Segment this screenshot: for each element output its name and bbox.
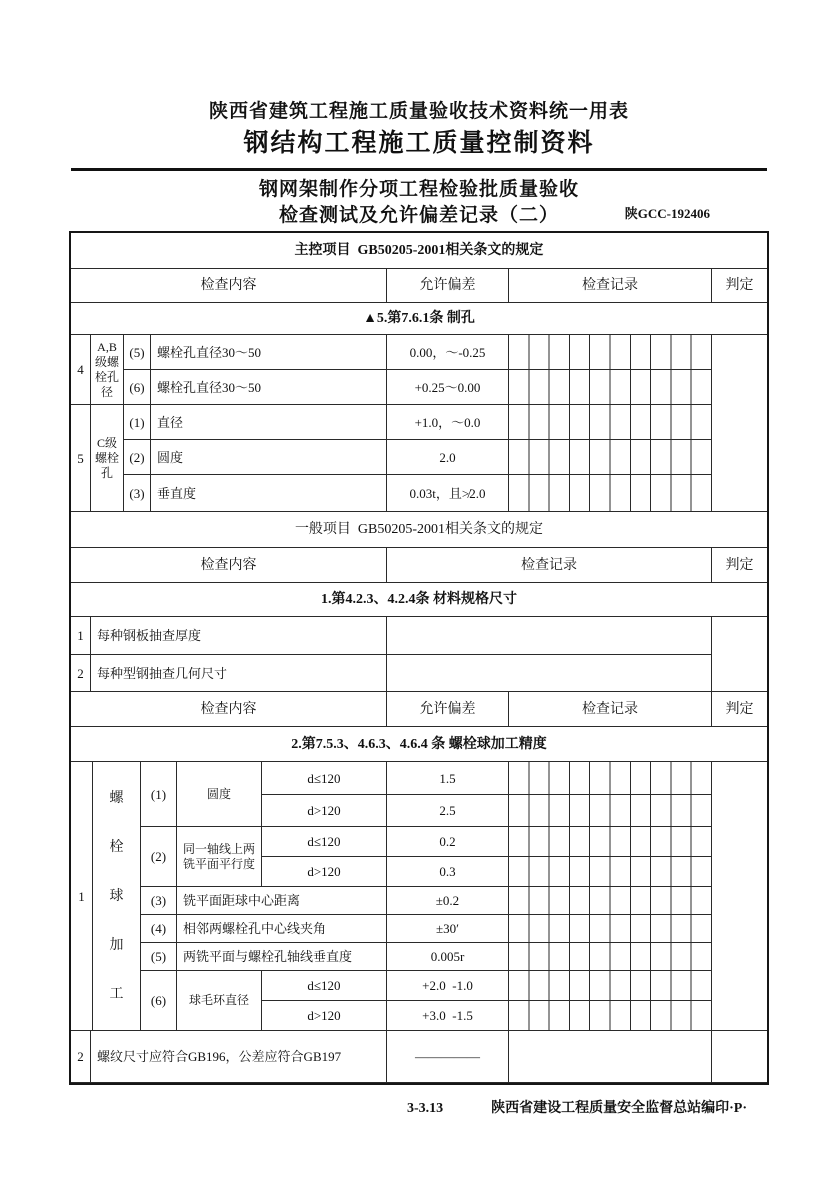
- subsection-title-boltball: 2.第7.5.3、4.6.3、4.6.4 条 螺栓球加工精度: [71, 727, 767, 762]
- record-cell: [387, 617, 712, 655]
- record-cell: [509, 795, 712, 827]
- inspection-table: [69, 231, 769, 1085]
- row-name: 铣平面距球中心距离: [177, 887, 387, 915]
- row-name: 同一轴线上两铣平面平行度: [177, 827, 262, 887]
- subtitle-line1: 钢网架制作分项工程检验批质量验收: [258, 179, 579, 200]
- item-seq: 1: [71, 617, 91, 655]
- allowed-deviation: ±30′: [387, 915, 509, 943]
- condition-cell: d>120: [262, 1001, 387, 1031]
- allowed-deviation: +3.0 -1.5: [387, 1001, 509, 1031]
- row-no: (6): [124, 370, 151, 405]
- record-cell: [509, 405, 712, 440]
- subsection-title-material: 1.第4.2.3、4.2.4条 材料规格尺寸: [71, 583, 767, 617]
- general-section-title: 一般项目 GB50205-2001相关条文的规定: [71, 512, 767, 548]
- subsection-title-drilling: ▲5.第7.6.1条 制孔: [71, 303, 767, 335]
- record-cell: [509, 971, 712, 1001]
- allowed-deviation: 0.005r: [387, 943, 509, 971]
- record-cell: [509, 827, 712, 857]
- row-no: (3): [124, 475, 151, 512]
- item-seq: 4: [71, 335, 91, 405]
- row-content: 圆度: [151, 440, 387, 475]
- page-title: 检查测试及允许偏差记录（二）: [278, 205, 559, 226]
- record-cell: [509, 762, 712, 795]
- document-title: 钢结构工程施工质量控制资料: [243, 130, 595, 157]
- col-header-content: 检查内容: [71, 269, 387, 303]
- row-content: 直径: [151, 405, 387, 440]
- allowed-deviation: ±0.2: [387, 887, 509, 915]
- allowed-deviation: +0.25～0.00: [387, 370, 509, 405]
- allowed-deviation: 0.00，～-0.25: [387, 335, 509, 370]
- record-cell: [509, 370, 712, 405]
- row-no: (1): [141, 762, 177, 827]
- judge-cell: [712, 335, 767, 512]
- judge-cell: [712, 617, 767, 692]
- item-seq: 2: [71, 655, 91, 692]
- record-cell: [509, 475, 712, 512]
- record-cell: [509, 943, 712, 971]
- col-header-judge: 判定: [712, 692, 767, 727]
- allowed-deviation: 2.0: [387, 440, 509, 475]
- row-no: (3): [141, 887, 177, 915]
- title-divider: [71, 168, 767, 171]
- record-cell: [509, 335, 712, 370]
- row-no: (6): [141, 971, 177, 1031]
- allowed-deviation: +2.0 -1.0: [387, 971, 509, 1001]
- col-header-deviation: 允许偏差: [387, 692, 509, 727]
- condition-cell: d>120: [262, 795, 387, 827]
- subtitle-line2: [0, 204, 838, 228]
- condition-cell: d>120: [262, 857, 387, 887]
- item-group-label: 螺栓球加工: [93, 762, 141, 1031]
- document-footer: [71, 1097, 767, 1117]
- item-seq: 5: [71, 405, 91, 512]
- record-cell: [387, 655, 712, 692]
- row-no: (2): [124, 440, 151, 475]
- item-seq: 1: [71, 762, 93, 1031]
- allowed-deviation: +1.0，～0.0: [387, 405, 509, 440]
- allowed-deviation: 0.3: [387, 857, 509, 887]
- condition-cell: d≤120: [262, 971, 387, 1001]
- row-no: (5): [141, 943, 177, 971]
- row-content: 螺栓孔直径30～50: [151, 335, 387, 370]
- row-no: (5): [124, 335, 151, 370]
- col-header-content: 检查内容: [71, 692, 387, 727]
- judge-cell: [712, 1031, 767, 1083]
- main-section-title: 主控项目 GB50205-2001相关条文的规定: [71, 233, 767, 269]
- condition-cell: d≤120: [262, 762, 387, 795]
- form-series-title: 陕西省建筑工程施工质量验收技术资料统一用表: [208, 101, 629, 122]
- row-name: 球毛环直径: [177, 971, 262, 1031]
- record-cell: [509, 887, 712, 915]
- document-header: [0, 0, 838, 228]
- row-content: 螺栓孔直径30～50: [151, 370, 387, 405]
- row-content: 螺纹尺寸应符合GB196，公差应符合GB197: [91, 1031, 387, 1083]
- col-header-content: 检查内容: [71, 548, 387, 583]
- item-group-label: A,B级螺栓孔径: [91, 335, 124, 405]
- allowed-deviation: 0.03t，且≯2.0: [387, 475, 509, 512]
- col-header-judge: 判定: [712, 269, 767, 303]
- row-no: (2): [141, 827, 177, 887]
- row-no: (4): [141, 915, 177, 943]
- condition-cell: d≤120: [262, 827, 387, 857]
- record-cell: [509, 440, 712, 475]
- allowed-deviation: —————: [387, 1031, 509, 1083]
- item-seq: 2: [71, 1031, 91, 1083]
- record-cell: [509, 915, 712, 943]
- record-cell: [509, 1031, 712, 1083]
- col-header-record: 检查记录: [509, 692, 712, 727]
- row-no: (1): [124, 405, 151, 440]
- judge-cell: [712, 762, 767, 1031]
- allowed-deviation: 2.5: [387, 795, 509, 827]
- allowed-deviation: 0.2: [387, 827, 509, 857]
- col-header-judge: 判定: [712, 548, 767, 583]
- form-code: 陕GCC-192406: [624, 206, 710, 221]
- footer-page-number: 3-3.13: [406, 1101, 444, 1116]
- col-header-record: 检查记录: [509, 269, 712, 303]
- row-name: 两铣平面与螺栓孔轴线垂直度: [177, 943, 387, 971]
- col-header-deviation: 允许偏差: [387, 269, 509, 303]
- allowed-deviation: 1.5: [387, 762, 509, 795]
- col-header-record: 检查记录: [387, 548, 712, 583]
- row-name: 圆度: [177, 762, 262, 827]
- row-content: 每种型钢抽查几何尺寸: [91, 655, 387, 692]
- record-cell: [509, 857, 712, 887]
- row-name: 相邻两螺栓孔中心线夹角: [177, 915, 387, 943]
- record-cell: [509, 1001, 712, 1031]
- footer-publisher: 陕西省建设工程质量安全监督总站编印·P·: [491, 1101, 747, 1116]
- row-content: 每种钢板抽查厚度: [91, 617, 387, 655]
- row-content: 垂直度: [151, 475, 387, 512]
- item-group-label: C级螺栓孔: [91, 405, 124, 512]
